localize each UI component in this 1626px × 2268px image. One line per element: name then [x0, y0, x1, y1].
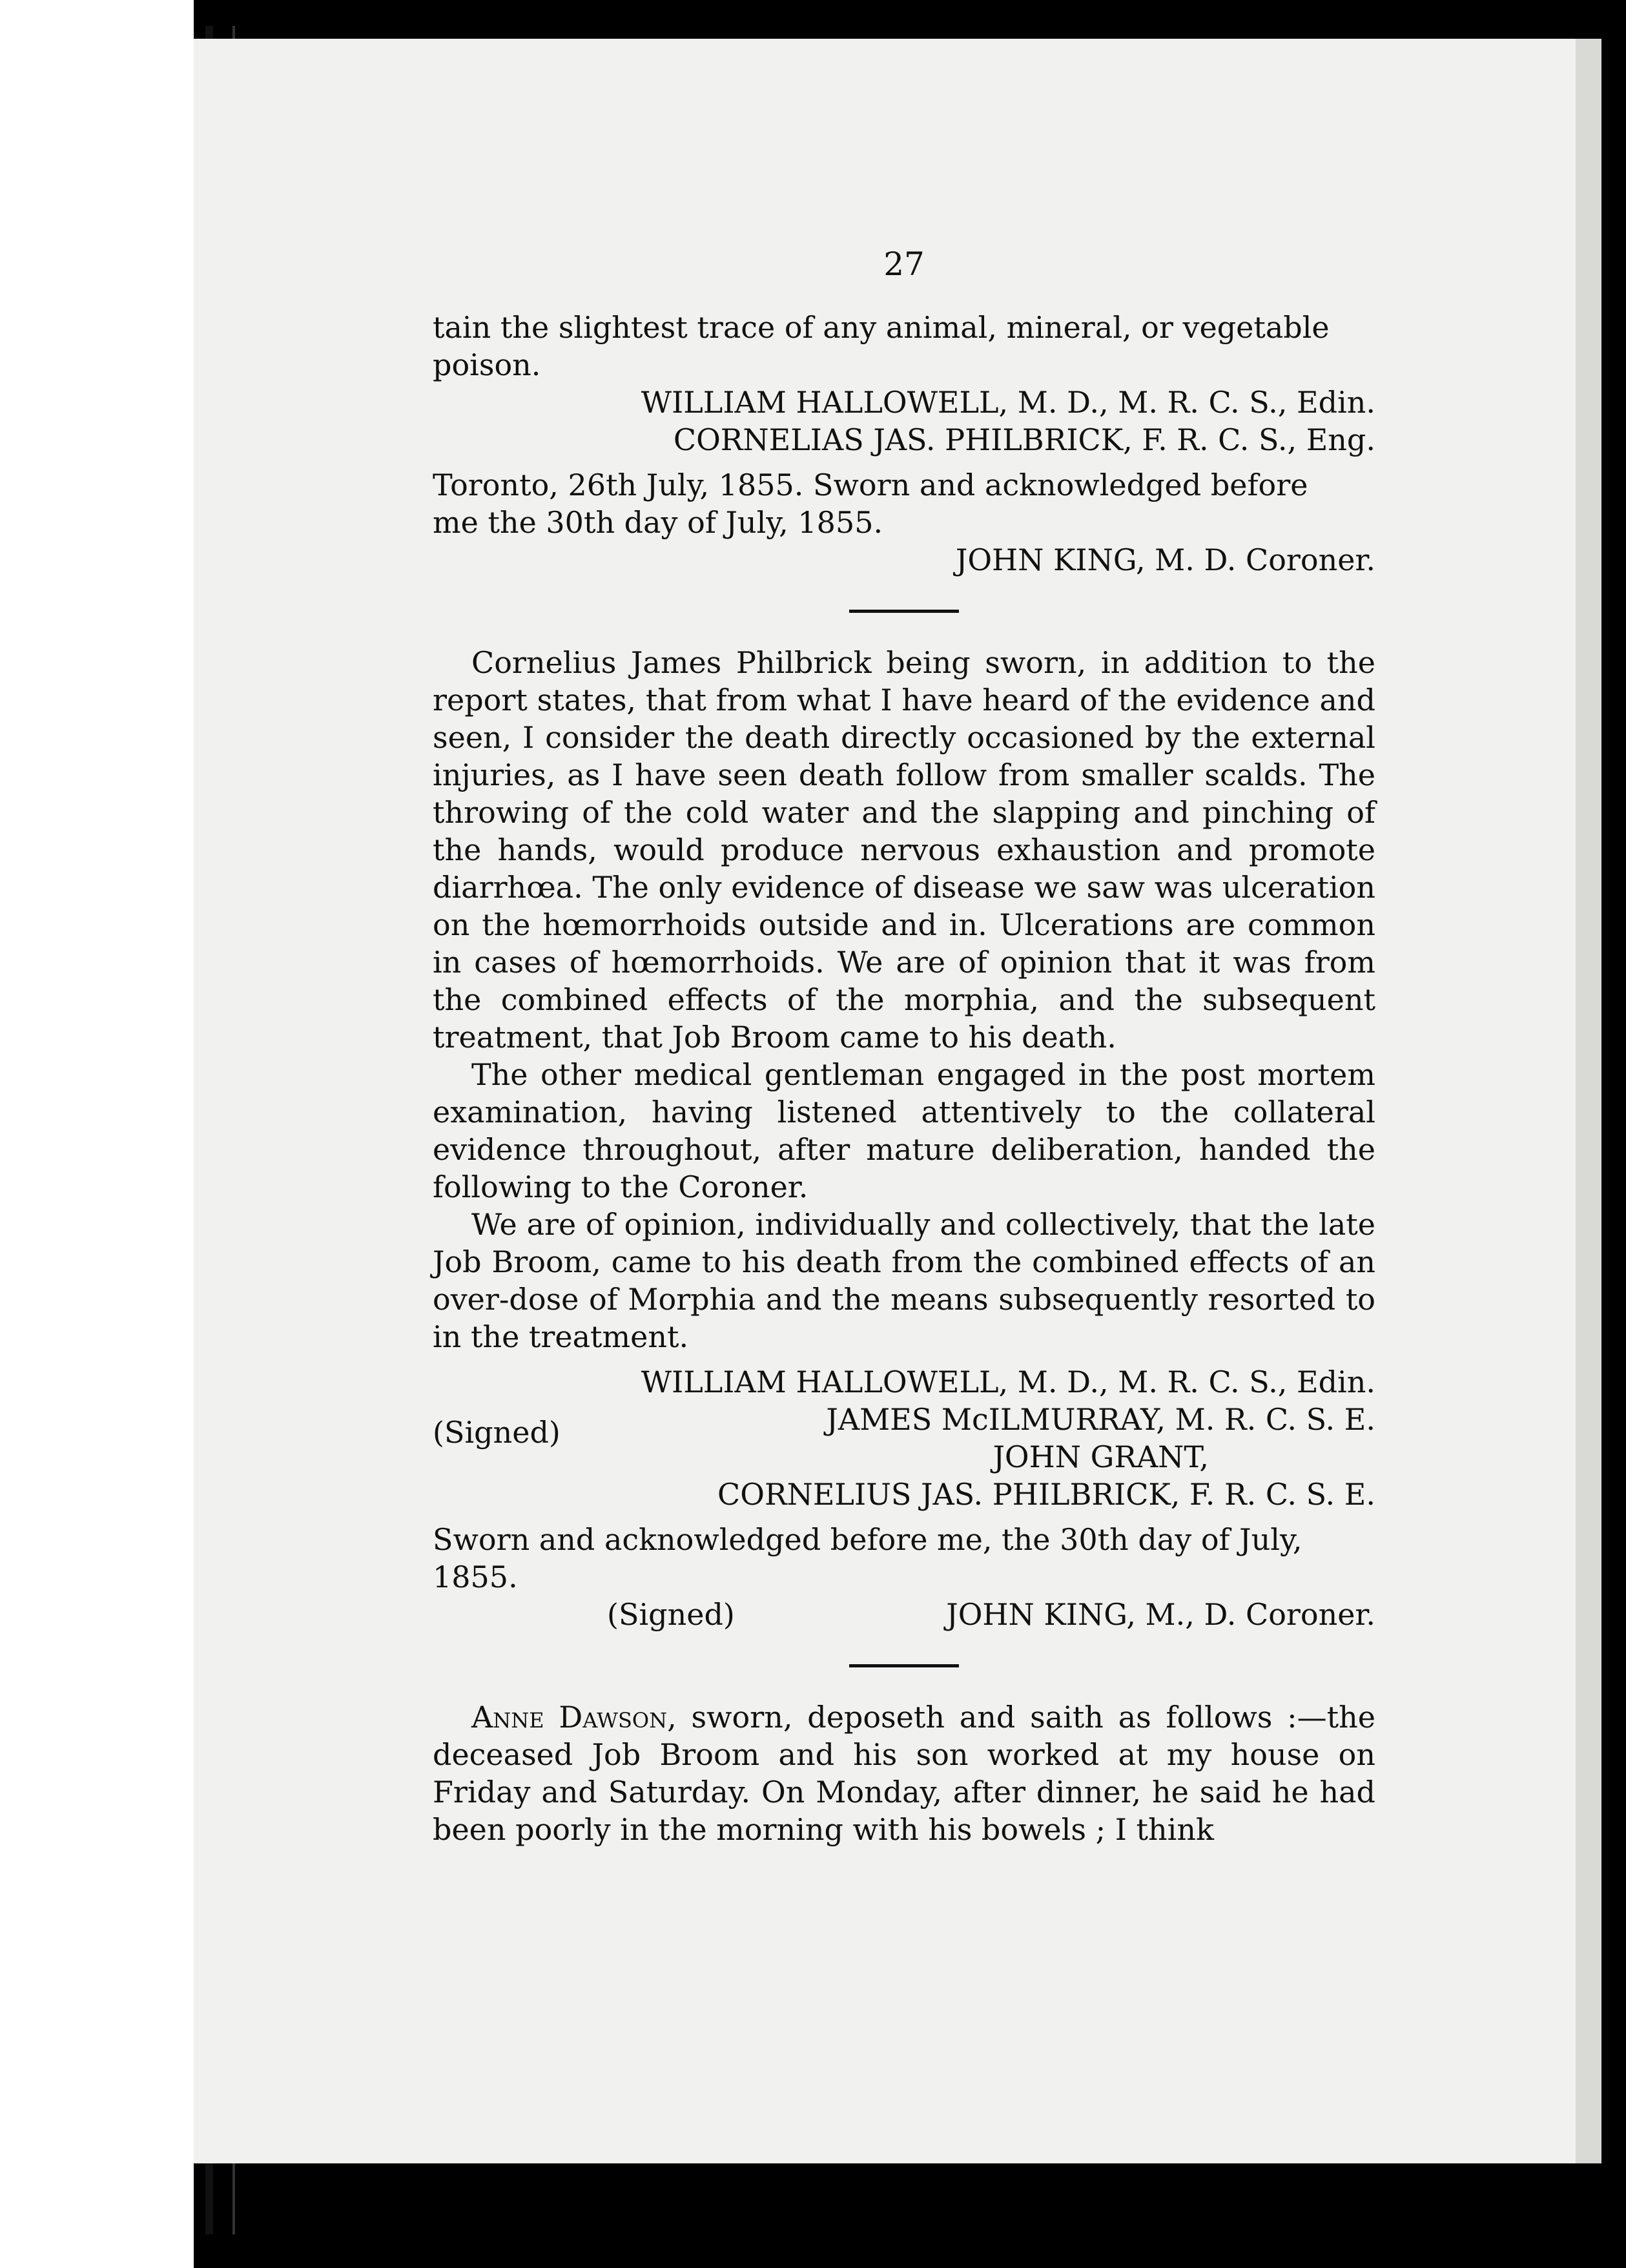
- paragraph: [433, 1698, 1375, 1848]
- deponent-name: Anne Dawson: [471, 1700, 668, 1735]
- paragraph: The other medical gentleman engaged in the post mortem examination, having listened attentively to the collateral evidence throughout, after mature deliberation, handed the following to the Coroner.: [433, 1057, 1375, 1204]
- sworn-line: Sworn and acknowledged before me, the 30th day of July,: [433, 1522, 1302, 1557]
- coroner-signature: JOHN KING, M. D. Coroner.: [955, 542, 1375, 577]
- signed-label: (Signed): [433, 1415, 561, 1450]
- page-edge: [1576, 39, 1601, 2163]
- coroner-signature: JOHN KING, M., D. Coroner.: [946, 1597, 1375, 1632]
- section-divider: [849, 610, 959, 613]
- signature-hallowell: WILLIAM HALLOWELL, M. D., M. R. C. S., Edin.: [641, 1365, 1375, 1399]
- text-line: tain the slightest trace of any animal, mineral, or vegetable: [433, 310, 1330, 345]
- paragraph: We are of opinion, individually and collectively, that the late Job Broom, came to his death from the combined effects of an over-dose of Morphia and the means subsequently resorted to in the treatment.: [433, 1207, 1375, 1354]
- section-divider: [849, 1664, 959, 1667]
- text-line: poison.: [433, 347, 541, 382]
- signature-grant: JOHN GRANT,: [993, 1439, 1209, 1474]
- signature-group: [826, 1401, 1375, 1476]
- signed-label: (Signed): [607, 1597, 735, 1632]
- signed-block: [433, 1401, 1375, 1476]
- page-text: [433, 245, 1375, 1848]
- deposition-text: , sworn, deposeth and saith as follows :—the deceased Job Broom and his son worked at my house on Friday and Saturday. On Monday, after dinner, he said he had been poorly in the morning with his bowels ; I think: [433, 1700, 1375, 1847]
- signature-hallowell: WILLIAM HALLOWELL, M. D., M. R. C. S., Edin.: [641, 385, 1375, 420]
- date-line: me the 30th day of July, 1855.: [433, 505, 883, 540]
- paragraph: Cornelius James Philbrick being sworn, in addition to the report states, that from what I have heard of the evidence and seen, I consider the death directly occasioned by the external injuries, as I have seen death follow from smaller scalds. The throwing of the cold water and the slapping and pinching of the hands, would produce nervous exhaustion and promote diarrhœa. The only evidence of disease we saw was ulceration on the hœmorrhoids outside and in. Ulcerations are common in cases of hœmorrhoids. We are of opinion that it was from the combined effects of the morphia, and the subsequent treatment, that Job Broom came to his death.: [433, 645, 1375, 1055]
- date-line: Toronto, 26th July, 1855. Sworn and acknowledged before: [433, 468, 1308, 502]
- scan-margin: [0, 0, 194, 2268]
- page-number: 27: [883, 245, 925, 283]
- signature-mcilmurray: JAMES McILMURRAY, M. R. C. S. E.: [826, 1402, 1375, 1437]
- signature-philbrick: CORNELIUS JAS. PHILBRICK, F. R. C. S. E.: [717, 1477, 1375, 1512]
- signature-philbrick: CORNELIAS JAS. PHILBRICK, F. R. C. S., Eng.: [673, 422, 1375, 457]
- sworn-line: 1855.: [433, 1560, 518, 1594]
- coroner-block: [433, 1596, 1375, 1633]
